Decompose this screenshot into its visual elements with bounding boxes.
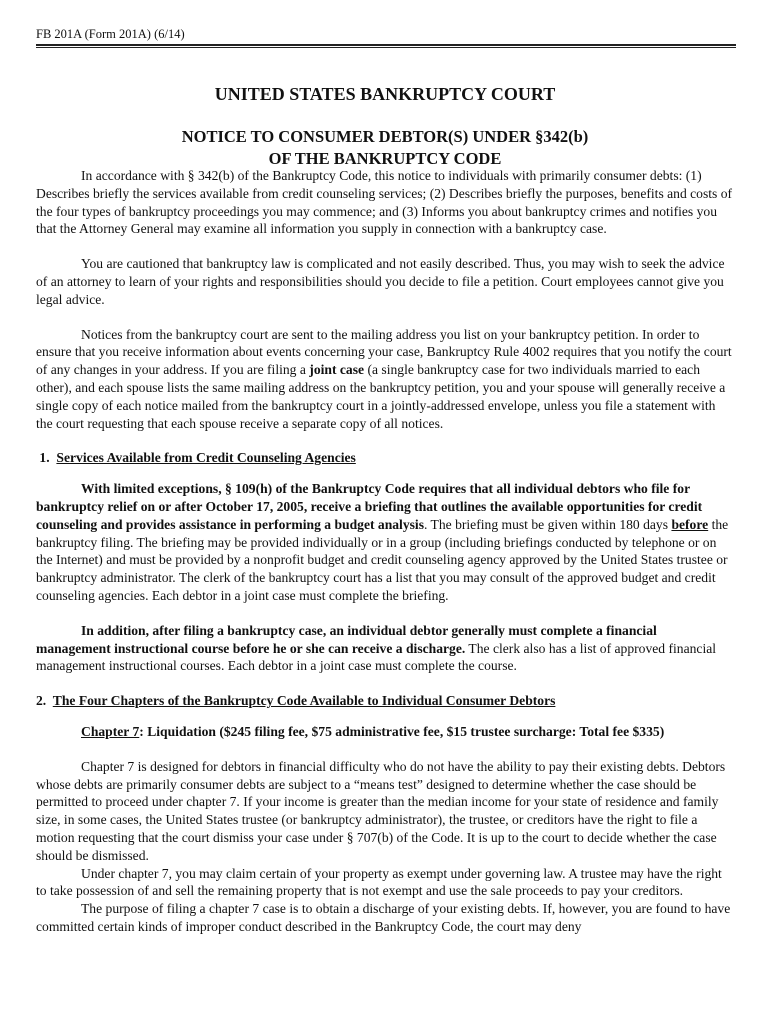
joint-case-term: joint case: [309, 362, 365, 378]
intro-p3-text-a: Notices from the bankruptcy court are sent to the mailing address you list on your bankruptcy petition. In order to ensure that you receive information about events concerning your case, Bankruptcy Rule 4002 requires that you notify the court of any changes in your address. If you are filing a: [36, 326, 732, 378]
section-1-paragraph-1: [36, 480, 734, 605]
intro-paragraph-3: [36, 326, 734, 433]
section-1-p2-bold: In addition, after filing a bankruptcy case, an individual debtor generally must complete a financial management instructional course before he or she can receive a discharge.: [36, 622, 657, 656]
intro-p3-text-b: (a single bankruptcy case for two individuals married to each other), and each spouse lists the same mailing address on the bankruptcy petition, you and your spouse will generally receive a single copy of each notice mailed from the bankruptcy court in a jointly-addressed envelope, unless you file a statement with the court requesting that each spouse receive a separate copy of all notices.: [36, 362, 726, 431]
section-1-p1-rest: the bankruptcy filing. The briefing may be provided individually or in a group (including briefings conducted by telephone or on the Internet) and must be provided by a nonprofit budget and credit counseling agency approved by the United States trustee or bankruptcy administrator. The clerk of the bankruptcy court has a list that you may consult of the approved budget and credit counseling agencies. Each debtor in a joint case must complete the briefing.: [36, 516, 729, 603]
court-name: UNITED STATES BANKRUPTCY COURT: [214, 84, 556, 104]
chapter-7-label: Chapter 7: [81, 723, 140, 739]
notice-title: [0, 126, 770, 170]
form-identifier: FB 201A (Form 201A) (6/14): [36, 27, 185, 41]
section-1-title: Services Available from Credit Counseling Agencies: [56, 450, 356, 466]
notice-title-line-1: NOTICE TO CONSUMER DEBTOR(S) UNDER §342(b): [181, 127, 589, 146]
section-2-heading: [36, 692, 734, 710]
section-1-p1-mid: . The briefing must be given within 180 days: [424, 516, 672, 532]
notice-title-line-2: OF THE BANKRUPTCY CODE: [268, 149, 502, 168]
intro-paragraph-2: You are cautioned that bankruptcy law is complicated and not easily described. Thus, you may wish to seek the advice of an attorney to learn of your rights and responsibilities should you decide to file a petition. Court employees cannot give you legal advice.: [36, 256, 725, 307]
section-1-paragraph-2: [36, 622, 734, 675]
chapter-7-paragraph-3: The purpose of filing a chapter 7 case is to obtain a discharge of your existing debts. If, however, you are found to have committed certain kinds of improper conduct described in the Bankruptcy Code, the court may deny: [36, 901, 731, 934]
section-2-title: The Four Chapters of the Bankruptcy Code Available to Individual Consumer Debtors: [52, 693, 556, 709]
chapter-7-paragraph-2: Under chapter 7, you may claim certain of your property as exempt under governing law. A trustee may have the right to take possession of and sell the remaining property that is not exempt and use the sale proceeds to pay your creditors.: [36, 865, 722, 899]
chapter-7-heading-text: : Liquidation ($245 filing fee, $75 administrative fee, $15 trustee surcharge: Total fee $335): [139, 723, 665, 739]
header-rule: [36, 44, 736, 48]
section-1-p1-bold: With limited exceptions, § 109(h) of the Bankruptcy Code requires that all individual debtors who file for bankruptcy relief on or after October 17, 2005, receive a briefing that outlines the available opportunities for credit counseling and provides assistance in performing a budget analysis: [36, 481, 703, 532]
document-body: [36, 167, 734, 936]
chapter-7-heading: [36, 723, 734, 741]
chapter-7-paragraph-1: Chapter 7 is designed for debtors in financial difficulty who do not have the ability to pay their existing debts. Debtors whose debts are primarily consumer debts are subject to a “means test” designed to determine whether the case should be permitted to proceed under chapter 7. If your income is greater than the median income for your state of residence and family size, in some cases, the United States trustee (or bankruptcy administrator), the trustee, or creditors have the right to file a motion requesting that the court dismiss your case under § 707(b) of the Code. It is up to the court to decide whether the case should be dismissed.: [36, 758, 726, 863]
before-term: before: [671, 516, 709, 532]
section-1-p2-rest: The clerk also has a list of approved financial management instructional courses. Each debtor in a joint case must complete the course.: [36, 640, 717, 674]
section-2-number: 2.: [36, 693, 47, 709]
section-1-heading: [36, 449, 734, 467]
section-1-number: 1.: [39, 450, 50, 466]
intro-paragraph-1: In accordance with § 342(b) of the Bankruptcy Code, this notice to individuals with primarily consumer debts: (1) Describes briefly the services available from credit counseling services; (2) Describes briefly the purposes, benefits and costs of the four types of bankruptcy proceedings you may commence; and (3) Informs you about bankruptcy crimes and notifies you that the Attorney General may examine all information you supply in connection with a bankruptcy case.: [36, 168, 733, 237]
